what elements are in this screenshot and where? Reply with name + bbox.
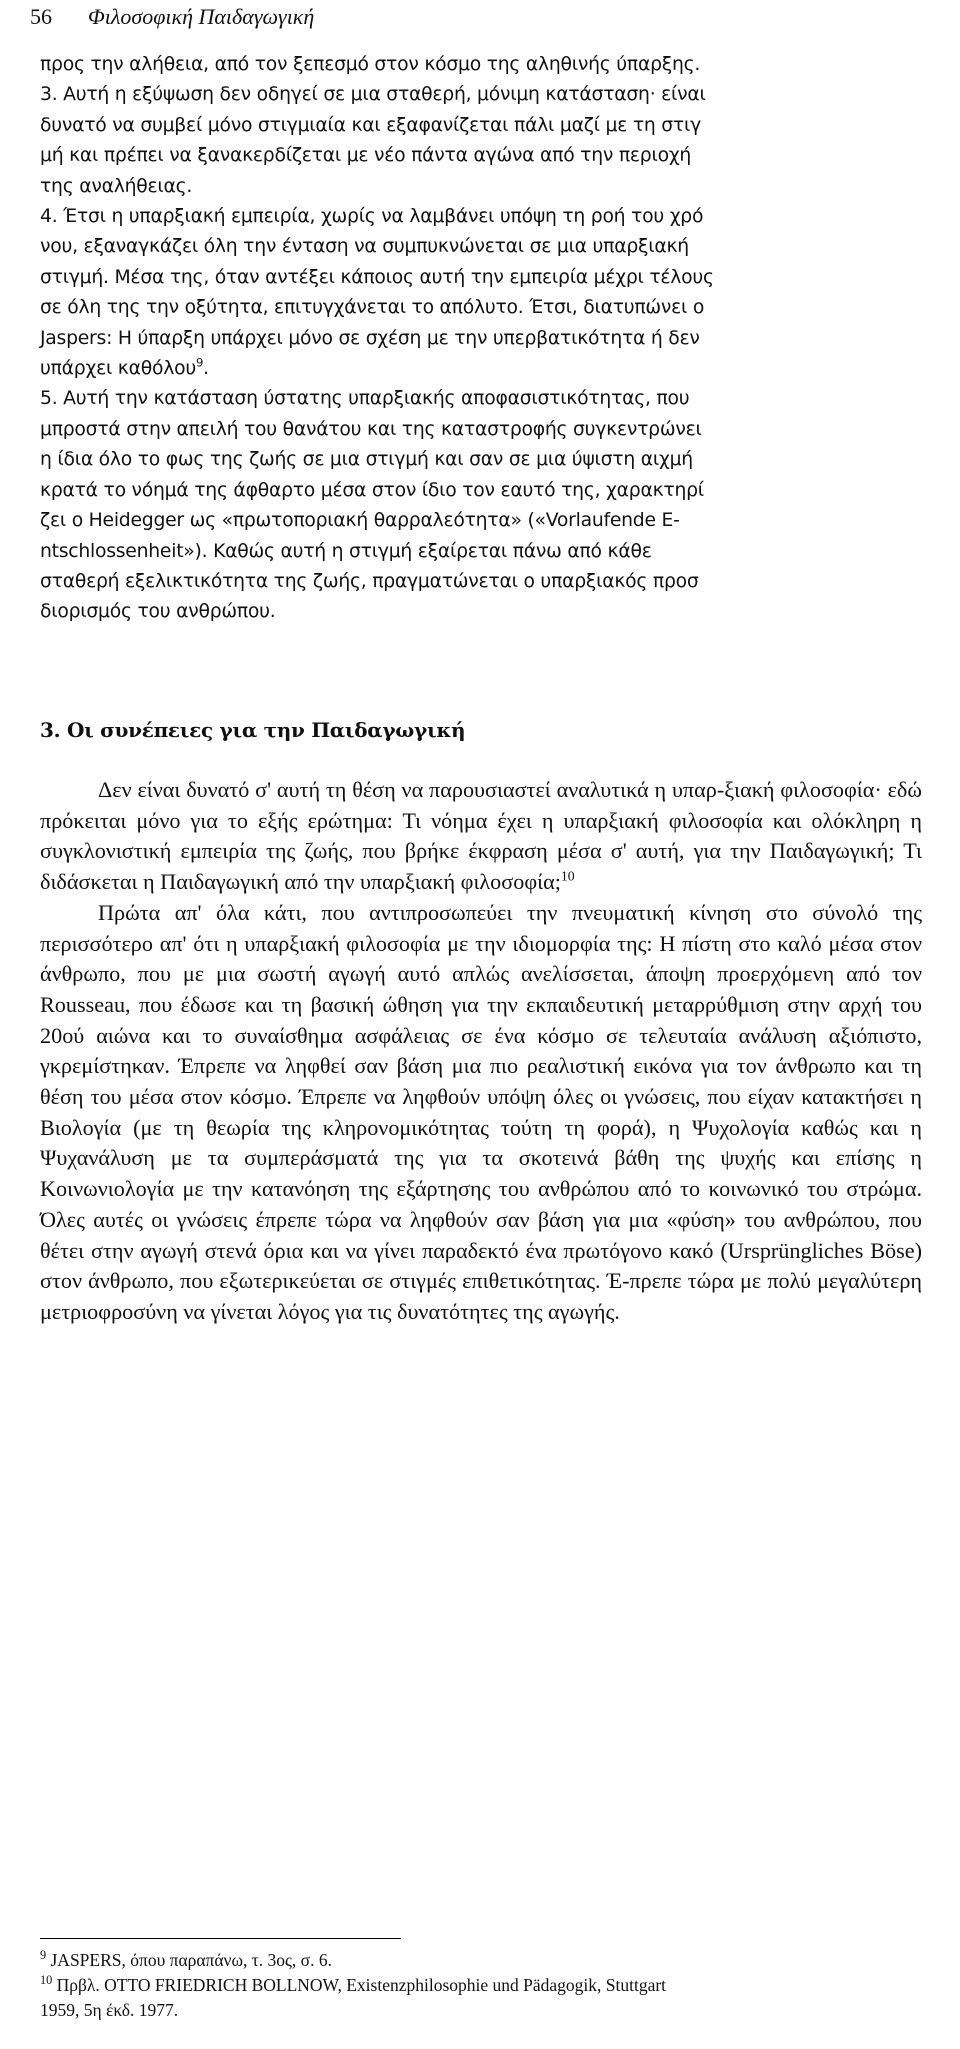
running-title: Φιλοσοφική Παιδαγωγική (88, 4, 315, 29)
footnote-continuation: 1959, 5η έκδ. 1977. (40, 2000, 179, 2020)
text-line: μή και πρέπει να ξανακερδίζεται με νέο πάντα αγώνα από την περιοχή (40, 145, 692, 167)
footnote-mark: 10 (40, 1973, 53, 1988)
text-line: 4. Έτσι η υπαρξιακή εμπειρία, χωρίς να λαμβάνει υπόψη τη ροή του χρό (40, 206, 704, 228)
footnote-text: JASPERS, όπου παραπάνω, τ. 3ος, σ. 6. (50, 1950, 332, 1970)
footnote-ref[interactable]: 10 (560, 868, 575, 884)
paragraph-text: Δεν είναι δυνατό σ' αυτή τη θέση να παρουσιαστεί αναλυτικά η υπαρ-ξιακή φιλοσοφία· εδώ πρόκειται μόνο για το εξής ερώτημα: Τι νόημα έχει η υπαρξιακή φιλοσοφία και ολόκληρη η συγκλονιστική εμπειρία της ζωής, που βρήκε έκφραση μέσα σ' αυτή, για την Παιδαγωγική; Τι διδάσκεται η Παιδαγωγική από την υπαρξιακή φιλοσοφία; (40, 777, 922, 895)
text-line: η ίδια όλο το φως της ζωής σε μια στιγμή και σαν σε μια ύψιστη αιχμή (40, 449, 693, 471)
body-text (40, 775, 922, 1328)
paragraph: Πρώτα απ' όλα κάτι, που αντιπροσωπεύει την πνευματική κίνηση στο σύνολό της περισσότερο απ' ότι η υπαρξιακή φιλοσοφία με την ιδιομορφία της: Η πίστη στο καλό μέσα στον άνθρωπο, που με μια σωστή αγωγή αυτό απλώς ανελίσσεται, άποψη προερχόμενη από τον Rousseau, που έδωσε και τη βασική ώθηση για την εκπαιδευτική μεταρρύθμιση στην αρχή του 20ού αιώνα και το συναίσθημα ασφάλειας σε ένα κόσμο σε τελευταία ανάλυση αξιόπιστο, γκρεμίστηκαν. Έπρεπε να ληφθεί σαν βάση μια πιο ρεαλιστική εικόνα για τον άνθρωπο και τη θέση του μέσα στον κόσμο. Έπρεπε να ληφθούν υπόψη όλες οι γνώσεις, που είχαν κατακτήσει η Βιολογία (με τη θεωρία της κληρονομικότητας τούτη τη φορά), η Ψυχολογία καθώς και η Ψυχανάλυση με τα συμπεράσματά της για τα σκοτεινά βάθη της ψυχής και επίσης η Κοινωνιολογία με την κατανόηση της εξάρτησης του ανθρώπου από το κοινωνικό του στρώμα. Όλες αυτές οι γνώσεις έπρεπε τώρα να ληφθούν σαν βάση για μια «φύση» του ανθρώπου, που θέτει στην αγωγή στενά όρια και να γίνει παραδεκτό ένα πρωτόγονο κακό (Ursprüngliches Böse) στον άνθρωπο, που εξωτερικεύεται σε στιγμές επιθετικότητας. Έ-πρεπε τώρα με πολύ μεγαλύτερη μετριοφροσύνη να γίνεται λόγος για τις δυνατότητες της αγωγής. (40, 899, 922, 1324)
footnotes (40, 1948, 940, 2023)
page-number: 56 (30, 4, 52, 29)
text-line: σε όλη της την οξύτητα, επιτυγχάνεται το απόλυτο. Έτσι, διατυπώνει ο (40, 297, 705, 319)
text-line: της αναλήθειας. (40, 175, 193, 197)
footnote-ref[interactable]: 9 (195, 355, 204, 370)
text-line (40, 354, 922, 384)
text-line: νου, εξαναγκάζει όλη την ένταση να συμπυκνώνεται σε μια υπαρξιακή (40, 236, 689, 258)
text-line: ζει ο Heidegger ως «πρωτοποριακή θαρραλεότητα» («Vorlaufende E- (40, 510, 680, 532)
text-line: μπροστά στην απειλή του θανάτου και της καταστροφής συγκεντρώνει (40, 418, 702, 440)
text-line: 5. Αυτή την κατάσταση ύστατης υπαρξιακής αποφασιστικότητας, που (40, 388, 690, 410)
text-line: προς την αλήθεια, από τον ξεπεσμό στον κόσμο της αληθινής ύπαρξης. (40, 54, 701, 75)
section-heading: 3. Οι συνέπειες για την Παιδαγωγική (40, 718, 466, 742)
footnote-mark: 9 (40, 1948, 47, 1963)
text-line: κρατά το νόημά της άφθαρτο μέσα στον ίδιο τον εαυτό της, χαρακτηρί (40, 479, 704, 501)
text-line: Jaspers: Η ύπαρξη υπάρχει μόνο σε σχέση με την υπερβατικότητα ή δεν (40, 327, 700, 349)
text-line: 3. Αυτή η εξύψωση δεν οδηγεί σε μια σταθερή, μόνιμη κατάσταση· είναι (40, 84, 706, 106)
text-fragment: . (203, 358, 209, 380)
text-line: ntschlossenheit»). Καθώς αυτή η στιγμή εξαίρεται πάνω από κάθε (40, 540, 652, 562)
paragraph (40, 775, 922, 898)
text-fragment: υπάρχει καθόλου (40, 358, 196, 380)
numbered-points (40, 50, 922, 628)
text-line: στιγμή. Μέσα της, όταν αντέξει κάποιος αυτή την εμπειρία μέχρι τέλους (40, 266, 714, 288)
footnote (40, 1948, 940, 1973)
text-line: δυνατό να συμβεί μόνο στιγμιαία και εξαφανίζεται πάλι μαζί με τη στιγ (40, 114, 701, 136)
text-line: διορισμός του ανθρώπου. (40, 601, 276, 623)
footnote-divider (40, 1938, 401, 1939)
text-line: σταθερή εξελικτικότητα της ζωής, πραγματώνεται ο υπαρξιακός προσ (40, 570, 699, 592)
footnote-text: Πρβλ. OTTO FRIEDRICH BOLLNOW, Existenzphilosophie und Pädagogik, Stuttgart (56, 1975, 667, 1995)
footnote (40, 1973, 940, 1998)
